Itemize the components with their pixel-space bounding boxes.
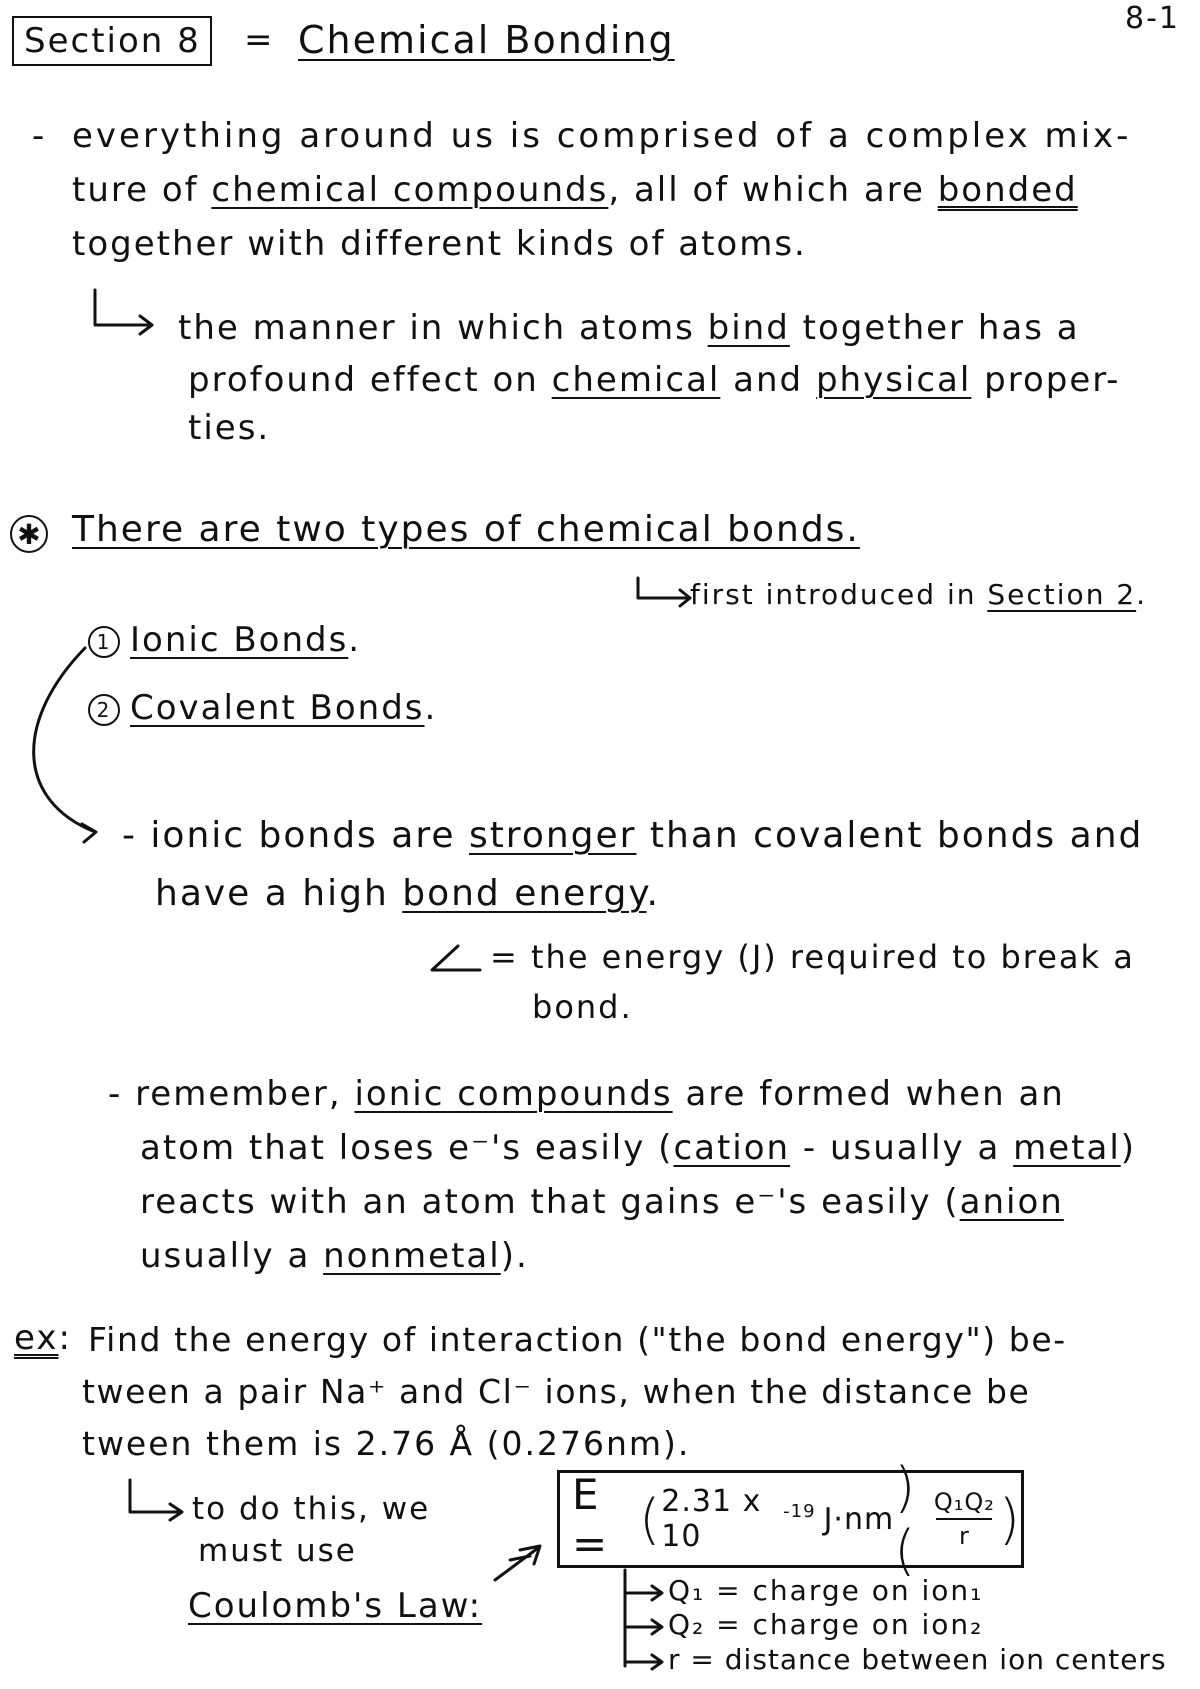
remember-text: ) <box>1120 1128 1137 1168</box>
intro-line-2 <box>72 172 1078 209</box>
example-line-2: tween a pair Na⁺ and Cl⁻ ions, when the distance be <box>82 1372 1031 1411</box>
remember-line-2 <box>140 1130 1136 1167</box>
item-dot: . <box>348 620 362 660</box>
sub-text: profound effect on <box>188 360 539 400</box>
formula-paren: ( <box>639 1487 662 1551</box>
stronger-term: stronger <box>468 815 637 856</box>
bonded-term: bonded <box>937 170 1078 210</box>
ionic-line-2 <box>155 874 660 914</box>
section-2-ref: Section 2 <box>987 578 1137 611</box>
sub-text: proper- <box>984 360 1121 400</box>
remember-text: are formed when an <box>685 1074 1065 1114</box>
coulombs-law-label: Coulomb's Law: <box>188 1586 483 1626</box>
formula-def-r: r = distance between ion centers <box>668 1643 1167 1676</box>
sub-text: and <box>733 360 804 400</box>
title-equals: = <box>244 20 275 60</box>
bond-energy-term: bond energy <box>402 873 647 914</box>
curved-arrow <box>34 648 95 832</box>
coulombs-law-formula <box>557 1456 1024 1582</box>
bond-type-2 <box>88 690 437 727</box>
ex-colon: : <box>58 1318 72 1358</box>
formula-denominator: r <box>958 1522 970 1550</box>
intro-line-1: everything around us is comprised of a complex mix- <box>72 116 1132 156</box>
formula-unit: J·nm <box>823 1501 895 1537</box>
hook-arrow-4 <box>130 1480 180 1512</box>
metal-term: metal <box>1013 1128 1121 1168</box>
item-dot: . <box>424 688 438 728</box>
formula-paren: ) <box>998 1487 1021 1551</box>
example-line-3: tween them is 2.76 Å (0.276nm). <box>82 1424 691 1463</box>
ionic-text: . <box>646 873 660 914</box>
formula-def-q1: Q₁ = charge on ion₁ <box>668 1574 984 1607</box>
example-label <box>14 1320 72 1357</box>
physical-term: physical <box>815 360 972 400</box>
bond-type-1 <box>88 622 361 659</box>
ionic-text: have a high <box>155 873 389 914</box>
remember-line-1 <box>108 1076 1065 1113</box>
chemical-compounds-term: chemical compounds <box>211 170 609 210</box>
remember-text: atom that loses e⁻'s easily ( <box>140 1128 674 1168</box>
covalent-bonds-term: Covalent Bonds <box>130 688 425 728</box>
types-heading: There are two types of chemical bonds. <box>72 509 860 550</box>
remember-line-3 <box>140 1184 1064 1221</box>
formula-exponent: -19 <box>783 1500 816 1522</box>
section-box: Section 8 <box>12 16 212 66</box>
sub-line-1 <box>178 310 1080 347</box>
cation-term: cation <box>673 1128 791 1168</box>
remember-text: usually a <box>140 1236 311 1276</box>
number-1-icon: 1 <box>88 626 120 658</box>
ionic-compounds-term: ionic compounds <box>354 1074 673 1114</box>
formula-numerator: Q₁Q₂ <box>933 1488 995 1516</box>
example-sub-line-1: to do this, we <box>192 1491 431 1527</box>
remember-text: - remember, <box>108 1074 342 1114</box>
formula-fraction <box>934 1488 995 1550</box>
asterisk-icon: ✱ <box>10 515 48 553</box>
remember-text: ). <box>500 1236 529 1276</box>
fraction-bar <box>936 1518 992 1520</box>
hook-arrow-2 <box>638 578 688 598</box>
page-title: Chemical Bonding <box>298 18 675 62</box>
formula-constant: 2.31 x 10 <box>661 1484 762 1554</box>
number-2-icon: 2 <box>88 694 120 726</box>
formula-e: E = <box>572 1470 609 1568</box>
remember-text: - usually a <box>802 1128 1001 1168</box>
ionic-text: - ionic bonds are <box>122 815 456 856</box>
bind-term: bind <box>707 308 790 348</box>
anion-term: anion <box>959 1182 1064 1222</box>
intro-text: ture of <box>72 170 199 210</box>
bond-energy-definition: = the energy (J) required to break a <box>490 938 1135 976</box>
law-arrow <box>495 1548 538 1580</box>
hook-arrow-1 <box>95 290 150 325</box>
chemical-term: chemical <box>551 360 721 400</box>
types-note <box>690 580 1147 611</box>
example-sub-line-2: must use <box>198 1533 357 1569</box>
example-line-1: Find the energy of interaction ("the bond energy") be- <box>88 1320 1067 1359</box>
ionic-line-1 <box>122 816 1143 856</box>
hook-arrow-3 <box>432 946 480 970</box>
intro-dash: - <box>32 116 47 156</box>
sub-text: the manner in which atoms <box>178 308 695 348</box>
remember-text: reacts with an atom that gains e⁻'s easily ( <box>140 1182 960 1222</box>
sub-text: together has a <box>802 308 1080 348</box>
intro-text: , all of which are <box>608 170 925 210</box>
note-text: first introduced in <box>690 578 977 611</box>
sub-line-3: ties. <box>188 408 271 448</box>
nonmetal-term: nonmetal <box>323 1236 501 1276</box>
sub-line-2 <box>188 362 1120 399</box>
ex-label: ex <box>14 1318 59 1358</box>
ionic-text: than covalent bonds and <box>649 815 1144 856</box>
note-text: . <box>1136 578 1148 611</box>
intro-line-3: together with different kinds of atoms. <box>72 224 807 264</box>
formula-def-q2: Q₂ = charge on ion₂ <box>668 1608 984 1641</box>
ionic-bonds-term: Ionic Bonds <box>130 620 349 660</box>
remember-line-4 <box>140 1238 529 1275</box>
bond-energy-definition-2: bond. <box>532 988 633 1026</box>
formula-paren: )( <box>894 1456 917 1582</box>
page-number: 8-1 <box>1125 1 1180 36</box>
